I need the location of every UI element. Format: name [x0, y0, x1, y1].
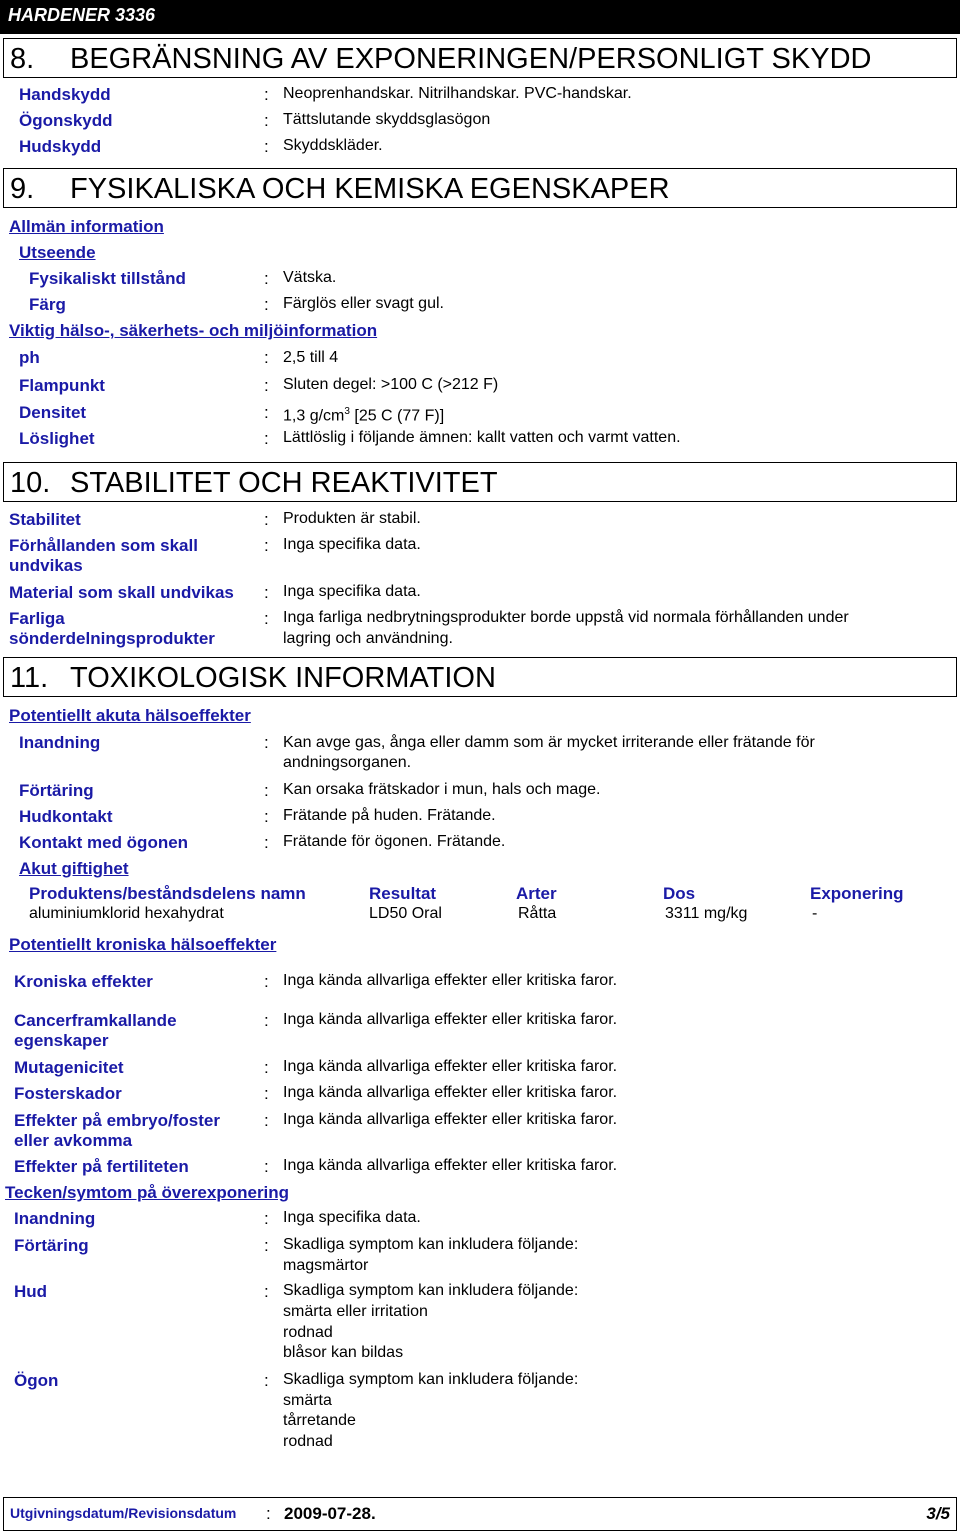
section-title: BEGRÄNSNING AV EXPONERINGEN/PERSONLIGT SKYDD	[70, 43, 872, 75]
table-cell: aluminiumklorid hexahydrat	[29, 905, 224, 922]
field-value: lagring och användning.	[283, 630, 453, 647]
colon: :	[264, 833, 269, 852]
field-value: smärta	[283, 1392, 332, 1409]
field-label: Ögon	[14, 1371, 59, 1390]
field-value: Skyddskläder.	[283, 137, 383, 154]
field-value	[283, 402, 444, 427]
colon: :	[264, 137, 269, 156]
colon: :	[264, 111, 269, 130]
field-label: Förtäring	[14, 1236, 89, 1255]
field-value: Vätska.	[283, 269, 337, 286]
field-label: Mutagenicitet	[14, 1058, 124, 1077]
field-value: Färglös eller svagt gul.	[283, 295, 444, 312]
field-label: Färg	[29, 295, 66, 314]
field-value: Skadliga symptom kan inkludera följande:	[283, 1282, 579, 1299]
field-value: Lättlöslig i följande ämnen: kallt vatten och varmt vatten.	[283, 429, 681, 446]
field-value: Inga kända allvarliga effekter eller kritiska faror.	[283, 1157, 618, 1174]
field-label: Hudskydd	[19, 137, 102, 156]
colon: :	[264, 269, 269, 288]
section-number: 8.	[10, 43, 35, 75]
table-cell: LD50 Oral	[369, 905, 442, 922]
field-label: Fosterskador	[14, 1084, 122, 1103]
field-label: Fysikaliskt tillstånd	[29, 269, 186, 288]
subheading-important: Viktig hälso-, säkerhets- och miljöinformation	[9, 321, 378, 340]
field-value: Frätande på huden. Frätande.	[283, 807, 496, 824]
colon: :	[264, 403, 269, 422]
field-value: tårretande	[283, 1412, 356, 1429]
field-value: andningsorganen.	[283, 754, 412, 771]
table-header: Resultat	[369, 884, 437, 903]
table-cell: -	[812, 905, 818, 922]
field-value: Skadliga symptom kan inkludera följande:	[283, 1236, 579, 1253]
subheading-general: Allmän information	[9, 217, 164, 236]
field-value: Inga kända allvarliga effekter eller kritiska faror.	[283, 1011, 618, 1028]
colon: :	[264, 1011, 269, 1030]
field-value: Inga kända allvarliga effekter eller kritiska faror.	[283, 1084, 618, 1101]
section-9-heading	[3, 168, 957, 208]
section-title: STABILITET OCH REAKTIVITET	[70, 467, 498, 499]
colon: :	[264, 348, 269, 367]
field-label: Cancerframkallande	[14, 1011, 177, 1030]
colon: :	[264, 733, 269, 752]
field-value: Kan orsaka frätskador i mun, hals och mage.	[283, 781, 601, 798]
field-value: Inga specifika data.	[283, 583, 421, 600]
field-value: blåsor kan bildas	[283, 1344, 404, 1361]
field-value: Inga specifika data.	[283, 536, 421, 553]
section-number: 11.	[10, 662, 49, 694]
product-name: HARDENER 3336	[8, 5, 156, 25]
table-header: Exponering	[810, 884, 904, 903]
field-value: Inga farliga nedbrytningsprodukter borde uppstå vid normala förhållanden under	[283, 609, 849, 626]
field-value: smärta eller irritation	[283, 1303, 428, 1320]
field-label: Hudkontakt	[19, 807, 113, 826]
colon: :	[264, 429, 269, 448]
field-value: Inga specifika data.	[283, 1209, 421, 1226]
colon: :	[264, 781, 269, 800]
field-label: Löslighet	[19, 429, 95, 448]
colon: :	[264, 510, 269, 529]
density-value: 1,3 g/cm	[283, 407, 345, 425]
field-label: Effekter på fertiliteten	[14, 1157, 189, 1176]
table-header: Dos	[663, 884, 696, 903]
field-label: Förtäring	[19, 781, 94, 800]
page-number: 3/5	[926, 1504, 950, 1523]
section-title: TOXIKOLOGISK INFORMATION	[70, 662, 496, 694]
colon: :	[264, 583, 269, 602]
field-value: Inga kända allvarliga effekter eller kritiska faror.	[283, 1111, 618, 1128]
field-label: Farliga	[9, 609, 65, 628]
colon: :	[264, 1084, 269, 1103]
colon: :	[264, 376, 269, 395]
colon: :	[264, 1282, 269, 1301]
subheading-acute-toxicity: Akut giftighet	[19, 859, 129, 878]
field-label: eller avkomma	[14, 1131, 133, 1150]
field-label: Inandning	[19, 733, 101, 752]
page-footer	[3, 1497, 957, 1531]
section-10-heading	[3, 462, 957, 502]
field-label: Kroniska effekter	[14, 972, 153, 991]
field-value: Inga kända allvarliga effekter eller kritiska faror.	[283, 1058, 618, 1075]
density-condition: [25 C (77 F)]	[349, 407, 445, 425]
field-label: Stabilitet	[9, 510, 81, 529]
field-label: Hud	[14, 1282, 48, 1301]
field-value: rodnad	[283, 1433, 333, 1450]
field-value: 2,5 till 4	[283, 349, 339, 366]
colon: :	[264, 1209, 269, 1228]
field-label: Material som skall undvikas	[9, 583, 234, 602]
colon: :	[264, 295, 269, 314]
field-value: Tättslutande skyddsglasögon	[283, 111, 491, 128]
field-label: Densitet	[19, 403, 87, 422]
field-value: Inga kända allvarliga effekter eller kritiska faror.	[283, 972, 618, 989]
field-label: Handskydd	[19, 85, 111, 104]
section-number: 10.	[10, 467, 51, 499]
colon: :	[264, 1236, 269, 1255]
field-value: Frätande för ögonen. Frätande.	[283, 833, 506, 850]
colon: :	[264, 972, 269, 991]
field-label: ph	[19, 348, 40, 367]
section-8-heading	[3, 38, 957, 78]
table-cell: Råtta	[518, 905, 557, 922]
field-label: Flampunkt	[19, 376, 105, 395]
field-label: sönderdelningsprodukter	[9, 629, 215, 648]
field-label: Förhållanden som skall	[9, 536, 198, 555]
colon: :	[264, 536, 269, 555]
field-value: magsmärtor	[283, 1257, 369, 1274]
colon: :	[264, 1371, 269, 1390]
subheading-chronic: Potentiellt kroniska hälsoeffekter	[9, 935, 277, 954]
field-label: Kontakt med ögonen	[19, 833, 189, 852]
section-number: 9.	[10, 173, 35, 205]
colon: :	[264, 1058, 269, 1077]
field-value: Produkten är stabil.	[283, 510, 421, 527]
colon: :	[264, 85, 269, 104]
field-value: Sluten degel: >100 C (>212 F)	[283, 376, 499, 393]
density-exponent: 3	[344, 406, 350, 417]
field-label: undvikas	[9, 556, 83, 575]
section-title: FYSIKALISKA OCH KEMISKA EGENSKAPER	[70, 173, 670, 205]
colon: :	[264, 1111, 269, 1130]
field-value: Neoprenhandskar. Nitrilhandskar. PVC-handskar.	[283, 85, 632, 102]
field-value: rodnad	[283, 1324, 333, 1341]
subheading-symptoms: Tecken/symtom på överexponering	[5, 1183, 290, 1202]
field-value: Skadliga symptom kan inkludera följande:	[283, 1371, 579, 1388]
colon: :	[264, 609, 269, 628]
table-cell: 3311 mg/kg	[665, 905, 748, 922]
footer-label: Utgivningsdatum/Revisionsdatum	[10, 1505, 237, 1521]
section-11-heading	[3, 657, 957, 697]
colon: :	[266, 1504, 271, 1523]
colon: :	[264, 807, 269, 826]
colon: :	[264, 1157, 269, 1176]
table-header: Produktens/beståndsdelens namn	[29, 884, 306, 903]
field-value: Kan avge gas, ånga eller damm som är mycket irriterande eller frätande för	[283, 734, 815, 751]
header-bar	[0, 0, 960, 34]
subheading-acute: Potentiellt akuta hälsoeffekter	[9, 706, 251, 725]
table-header: Arter	[516, 884, 557, 903]
field-label: Inandning	[14, 1209, 96, 1228]
footer-date: 2009-07-28.	[284, 1504, 376, 1523]
field-label: egenskaper	[14, 1031, 109, 1050]
field-label: Ögonskydd	[19, 111, 113, 130]
field-label: Effekter på embryo/foster	[14, 1111, 220, 1130]
subheading-appearance: Utseende	[19, 243, 96, 262]
